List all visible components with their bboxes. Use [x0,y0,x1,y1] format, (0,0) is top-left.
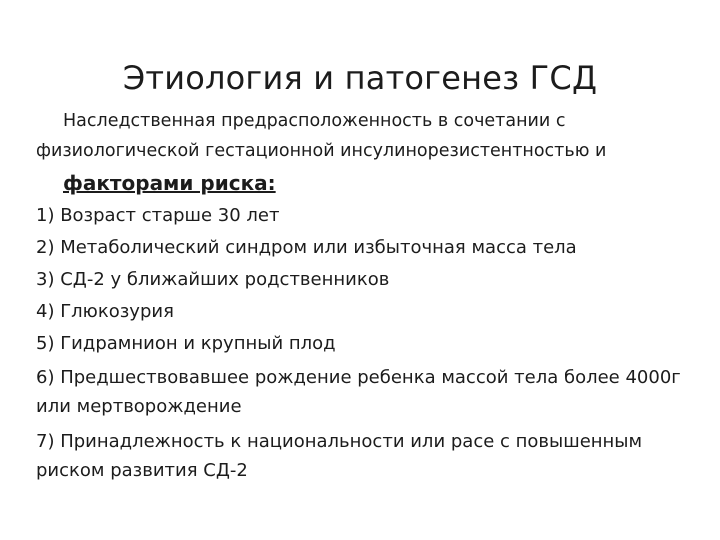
list-item: 6) Предшествовавшее рождение ребенка массой тела более 4000г или мертворождение [36,367,681,417]
slide-body [36,106,686,488]
list-item: 5) Гидрамнион и крупный плод [36,333,336,354]
list-item: 7) Принадлежность к национальности или расе с повышенным риском развития СД-2 [36,431,643,481]
intro-line: Наследственная предрасположенность в сочетании с [63,111,566,131]
slide-title: Этиология и патогенез ГСД [122,59,598,98]
intro-paragraph [36,106,686,200]
list-item: 2) Метаболический синдром или избыточная масса тела [36,237,577,258]
risk-factors-heading: факторами риска: [63,171,276,195]
list-item: 3) СД-2 у ближайших родственников [36,269,390,290]
risk-factors-list [36,200,686,488]
list-item: 4) Глюкозурия [36,301,174,322]
intro-line: физиологической гестационной инсулинорезистентностью и [36,141,607,161]
list-item: 1) Возраст старше 30 лет [36,205,280,226]
